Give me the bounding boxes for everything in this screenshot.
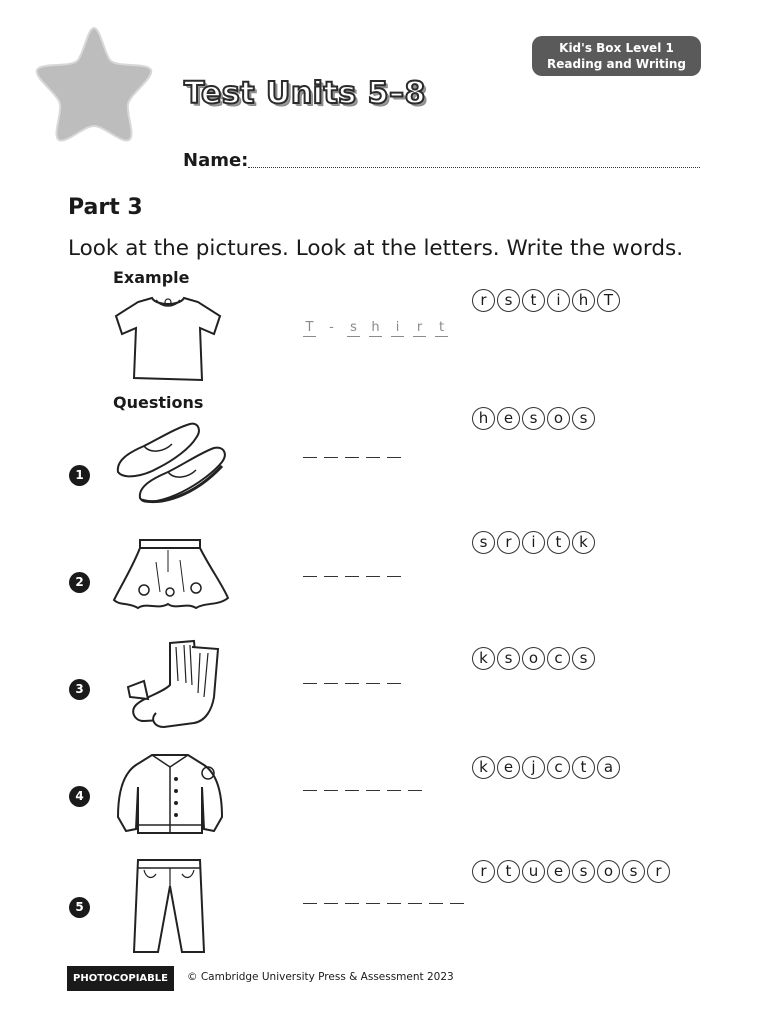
letter-circle: h <box>472 407 495 430</box>
q4-letter-circles <box>472 756 620 779</box>
answer-blank[interactable] <box>387 682 401 684</box>
letter-circle: s <box>572 407 595 430</box>
answer-blank[interactable] <box>366 575 380 577</box>
answer-blank[interactable] <box>324 575 338 577</box>
answer-letter: t <box>435 320 448 337</box>
answer-blank[interactable] <box>303 902 317 904</box>
letter-circle: T <box>597 289 620 312</box>
tshirt-picture-icon <box>108 292 228 384</box>
answer-blank[interactable] <box>408 789 422 791</box>
skirt-picture-icon <box>110 532 232 614</box>
part-heading: Part 3 <box>68 195 143 220</box>
answer-blank[interactable] <box>387 902 401 904</box>
letter-circle: a <box>597 756 620 779</box>
name-label: Name: <box>183 150 249 171</box>
shoes-picture-icon <box>110 416 230 512</box>
answer-blank[interactable] <box>324 682 338 684</box>
answer-blank[interactable] <box>387 789 401 791</box>
letter-circle: t <box>572 756 595 779</box>
letter-circle: s <box>522 407 545 430</box>
letter-circle: t <box>522 289 545 312</box>
name-field[interactable] <box>248 167 700 168</box>
letter-circle: t <box>547 531 570 554</box>
letter-circle: s <box>472 531 495 554</box>
answer-blank[interactable] <box>366 789 380 791</box>
letter-circle: h <box>572 289 595 312</box>
level-badge <box>532 36 701 76</box>
q4-answer-blanks[interactable] <box>303 789 422 791</box>
answer-blank[interactable] <box>366 682 380 684</box>
example-letter-circles <box>472 289 620 312</box>
example-answer <box>303 320 448 337</box>
letter-circle: o <box>547 407 570 430</box>
q2-answer-blanks[interactable] <box>303 575 401 577</box>
letter-circle: s <box>497 647 520 670</box>
questions-label: Questions <box>113 393 204 412</box>
answer-blank[interactable] <box>450 902 464 904</box>
letter-circle: k <box>572 531 595 554</box>
letter-circle: e <box>547 860 570 883</box>
answer-blank[interactable] <box>303 682 317 684</box>
letter-circle: c <box>547 647 570 670</box>
q1-letter-circles <box>472 407 595 430</box>
answer-letter: T <box>303 320 316 337</box>
q2-letter-circles <box>472 531 595 554</box>
letter-circle: e <box>497 407 520 430</box>
answer-blank[interactable] <box>324 456 338 458</box>
letter-circle: s <box>572 647 595 670</box>
letter-circle: i <box>547 289 570 312</box>
example-label: Example <box>113 268 190 287</box>
letter-circle: s <box>497 289 520 312</box>
letter-circle: t <box>497 860 520 883</box>
letter-circle: r <box>472 289 495 312</box>
question-number-3: 3 <box>69 679 90 700</box>
badge-line-1: Kid's Box Level 1 <box>559 41 674 55</box>
answer-blank[interactable] <box>345 682 359 684</box>
socks-picture-icon <box>114 637 224 731</box>
answer-blank[interactable] <box>345 902 359 904</box>
letter-circle: s <box>572 860 595 883</box>
answer-blank[interactable] <box>345 456 359 458</box>
answer-blank[interactable] <box>366 456 380 458</box>
answer-blank[interactable] <box>408 902 422 904</box>
letter-circle: r <box>647 860 670 883</box>
letter-circle: u <box>522 860 545 883</box>
answer-blank[interactable] <box>429 902 443 904</box>
answer-blank[interactable] <box>387 575 401 577</box>
badge-line-2: Reading and Writing <box>547 57 686 71</box>
q1-answer-blanks[interactable] <box>303 456 401 458</box>
q3-letter-circles <box>472 647 595 670</box>
answer-blank[interactable] <box>345 789 359 791</box>
letter-circle: k <box>472 756 495 779</box>
question-number-4: 4 <box>69 786 90 807</box>
letter-circle: s <box>622 860 645 883</box>
letter-circle: j <box>522 756 545 779</box>
letter-circle: i <box>522 531 545 554</box>
q5-letter-circles <box>472 860 670 883</box>
answer-dash: - <box>329 320 334 335</box>
letter-circle: o <box>597 860 620 883</box>
question-number-2: 2 <box>69 572 90 593</box>
letter-circle: r <box>497 531 520 554</box>
copyright-text: © Cambridge University Press & Assessment 2023 <box>187 971 454 983</box>
answer-blank[interactable] <box>303 456 317 458</box>
page-title: Test Units 5–8 <box>184 76 426 111</box>
star-decoration-icon <box>30 22 158 144</box>
answer-blank[interactable] <box>387 456 401 458</box>
question-number-1: 1 <box>69 465 90 486</box>
answer-letter: i <box>391 320 404 337</box>
jacket-picture-icon <box>112 747 228 843</box>
answer-blank[interactable] <box>303 789 317 791</box>
answer-letter: s <box>347 320 360 337</box>
answer-blank[interactable] <box>366 902 380 904</box>
photocopiable-badge: PHOTOCOPIABLE <box>67 966 174 991</box>
letter-circle: o <box>522 647 545 670</box>
letter-circle: e <box>497 756 520 779</box>
q5-answer-blanks[interactable] <box>303 902 464 904</box>
letter-circle: r <box>472 860 495 883</box>
answer-blank[interactable] <box>324 789 338 791</box>
answer-letter: h <box>369 320 382 337</box>
answer-blank[interactable] <box>303 575 317 577</box>
answer-letter: r <box>413 320 426 337</box>
letter-circle: k <box>472 647 495 670</box>
q3-answer-blanks[interactable] <box>303 682 401 684</box>
letter-circle: c <box>547 756 570 779</box>
question-number-5: 5 <box>69 897 90 918</box>
instructions: Look at the pictures. Look at the letters. Write the words. <box>68 236 684 261</box>
answer-blank[interactable] <box>324 902 338 904</box>
trousers-picture-icon <box>124 856 214 956</box>
answer-blank[interactable] <box>345 575 359 577</box>
